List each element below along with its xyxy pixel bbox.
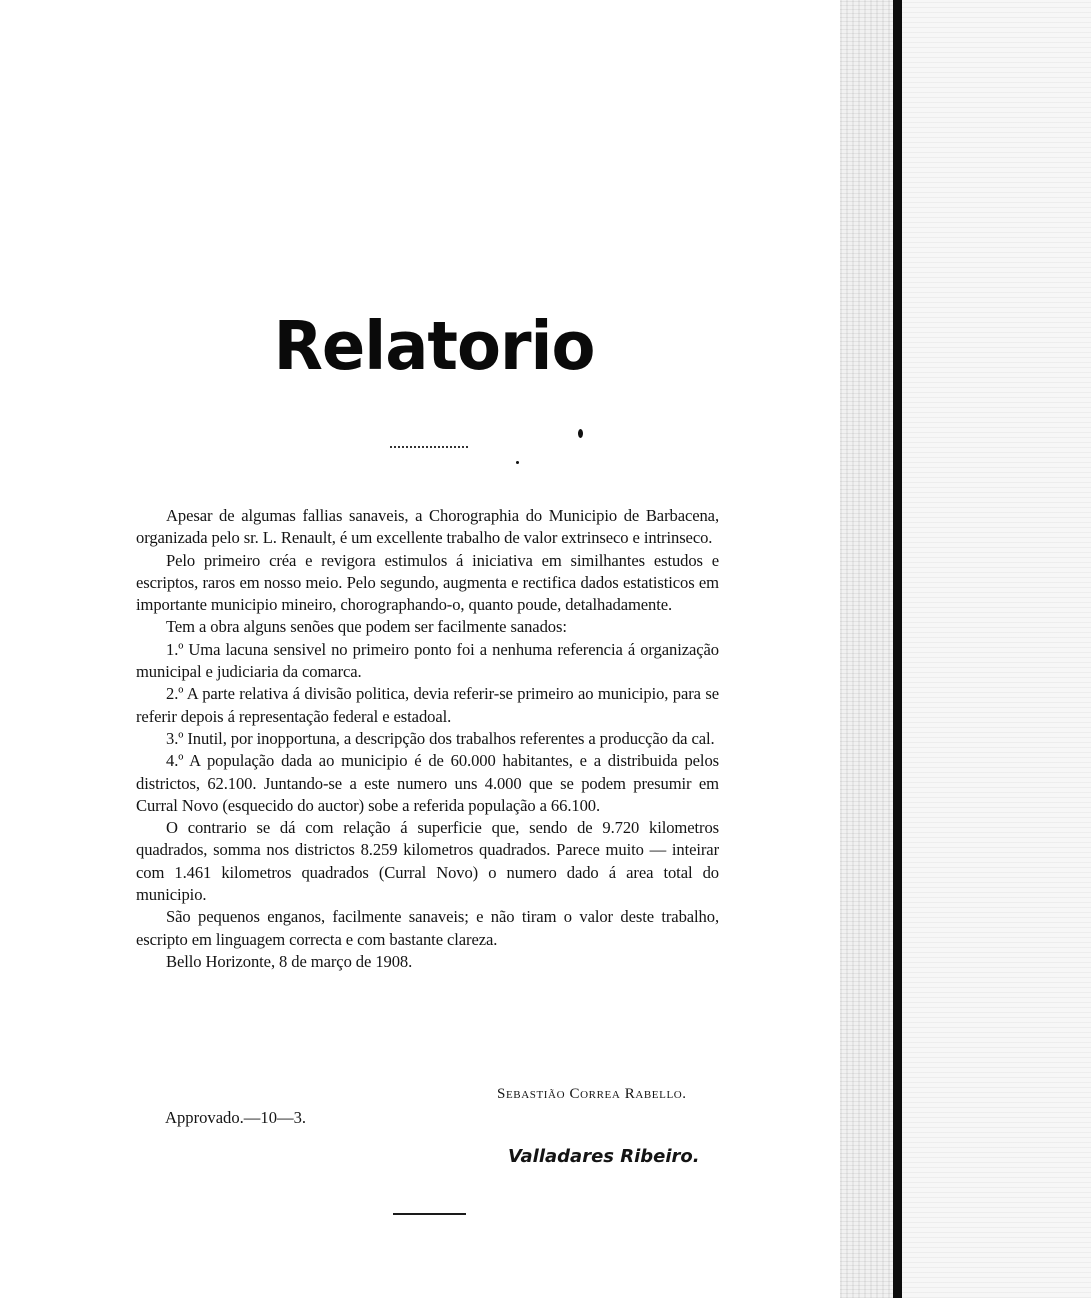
date-line: Bello Horizonte, 8 de março de 1908. (166, 951, 413, 971)
title-ornament (390, 446, 468, 450)
paragraph: O contrario se dá com relação á superficie que, sendo de 9.720 kilometros quadrados, somma nos districtos 8.259 kilometros quadrados. Parece muito — inteirar com 1.461 kilometros quadrados (Curral Novo) o numero dado á area total do municipio. (136, 818, 719, 905)
closing-rule (393, 1213, 466, 1215)
paragraph: Pelo primeiro créa e revigora estimulos á iniciativa em similhantes estudos e escriptos, raros em nosso meio. Pelo segundo, augmenta e rectifica dados estatisticos em importante municipio mineiro, chorographando-o, quanto poude, detalhadamente. (136, 550, 719, 615)
page-title: Relatorio (273, 308, 595, 386)
paragraph: Apesar de algumas fallias sanaveis, a Chorographia do Municipio de Barbacena, organizada pelo sr. L. Renault, é um excellente trabalho de valor extrinseco e intrinseco. (136, 506, 719, 548)
ink-speck (516, 461, 519, 464)
paragraph: Tem a obra alguns senões que podem ser facilmente sanados: (166, 617, 567, 637)
ink-speck (578, 429, 583, 438)
approval-note: Approvado.—10—3. (165, 1108, 307, 1127)
list-item: 1.º Uma lacuna sensivel no primeiro ponto foi a nenhuma referencia á organização municipal e judiciaria da comarca. (136, 639, 719, 682)
binding-edge (893, 0, 902, 1298)
list-item: 4.º A população dada ao municipio é de 60.000 habitantes, e a distribuida pelos districtos, 62.100. Juntando-se a este numero uns 4.000 que se podem presumir em Curral Novo (esquecido do auctor) sobe a referida população a 66.100. (136, 751, 719, 815)
scan-gutter (840, 0, 895, 1298)
scan-margin (902, 0, 1091, 1298)
report-body (136, 505, 719, 973)
signatory-name: Sebastião Correa Rabello. (497, 1086, 687, 1102)
second-signature: Valladares Ribeiro. (508, 1146, 700, 1167)
paragraph: São pequenos enganos, facilmente sanaveis; e não tiram o valor deste trabalho, escripto em linguagem correcta e com bastante clareza. (136, 907, 719, 949)
list-item: 2.º A parte relativa á divisão politica, devia referir-se primeiro ao municipio, para se referir depois á representação federal e estadoal. (136, 684, 719, 726)
list-item: 3.º Inutil, por inopportuna, a descripção dos trabalhos referentes a producção da cal. (166, 728, 715, 748)
